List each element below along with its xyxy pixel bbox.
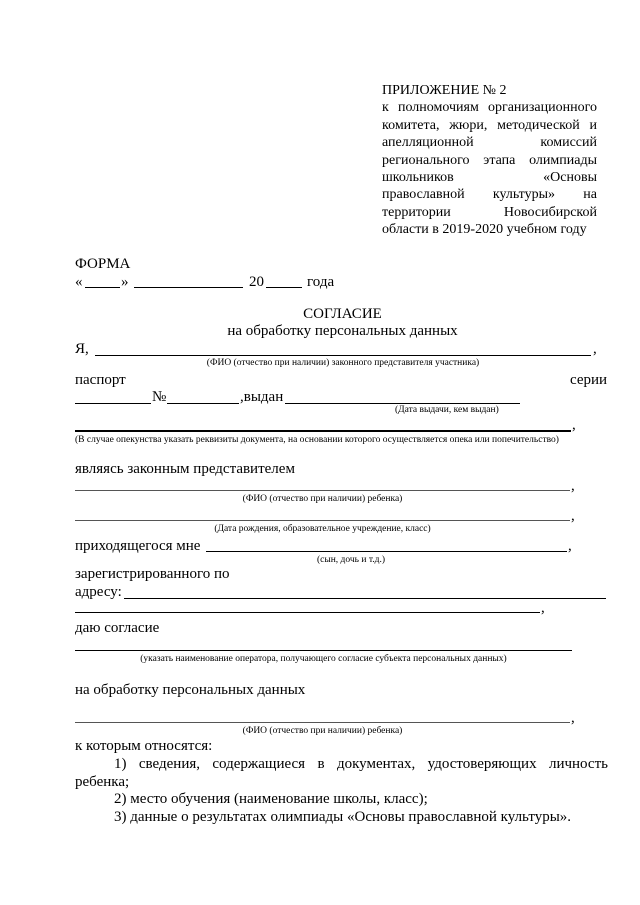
child-fio-field[interactable] xyxy=(75,490,570,491)
comma: , xyxy=(541,600,545,616)
comma: , xyxy=(571,508,575,524)
appendix-line: регионального этапа олимпиады xyxy=(382,152,597,168)
form-label: ФОРМА xyxy=(75,256,131,272)
processing-label: на обработку персональных данных xyxy=(75,682,306,698)
doc-subtitle: на обработку персональных данных xyxy=(227,323,458,339)
appendix-line: православной культуры» на xyxy=(382,187,597,203)
comma: , xyxy=(593,341,597,357)
series-label: серии xyxy=(570,372,608,388)
child-birth-hint: (Дата рождения, образовательное учреждение, класс) xyxy=(214,524,431,534)
i-label: Я, xyxy=(75,341,89,357)
year-suffix: года xyxy=(307,274,335,290)
operator-hint: (указать наименование оператора, получающего согласие субъекта персональных данных) xyxy=(140,654,507,664)
appendix-title: ПРИЛОЖЕНИЕ № 2 xyxy=(382,83,507,98)
list-item-continued: ребенка; xyxy=(75,774,130,790)
issued-hint: (Дата выдачи, кем выдан) xyxy=(395,405,499,415)
relation-label: приходящегося мне xyxy=(75,538,201,554)
comma: , xyxy=(568,538,572,554)
appendix-line: комитета, жюри, методической и xyxy=(382,117,597,133)
series-field[interactable] xyxy=(75,403,151,404)
child-fio-hint: (ФИО (отчество при наличии) ребенка) xyxy=(242,494,403,504)
number-label: № xyxy=(152,389,167,405)
year-field[interactable] xyxy=(266,287,302,288)
child-birth-school-field[interactable] xyxy=(75,520,570,521)
issued-field[interactable] xyxy=(285,403,520,404)
parent-fio-field[interactable] xyxy=(95,355,591,356)
address-field-continued[interactable] xyxy=(75,612,540,613)
list-item: 3) данные о результатах олимпиады «Основы православной культуры». xyxy=(114,809,572,825)
guardian-document-field[interactable] xyxy=(75,430,571,432)
legal-rep-label: являясь законным представителем xyxy=(75,461,295,477)
operator-field[interactable] xyxy=(75,650,572,651)
list-item: 1) сведения, содержащиеся в документах, удостоверяющих личность xyxy=(114,756,608,772)
parent-fio-hint: (ФИО (отчество при наличии) законного представителя участника) xyxy=(206,358,480,368)
day-field[interactable] xyxy=(85,287,120,288)
appendix-block xyxy=(382,82,597,239)
appendix-line: к полномочиям организационного xyxy=(382,100,597,116)
address-field[interactable] xyxy=(124,598,606,599)
month-field[interactable] xyxy=(134,287,243,288)
passport-label: паспорт xyxy=(75,372,126,388)
comma: , xyxy=(571,710,575,726)
issued-label: ,выдан xyxy=(240,389,284,405)
appendix-line: апелляционной комиссий xyxy=(382,135,597,151)
appendix-line: территории Новосибирской xyxy=(382,204,597,220)
quote-close: » xyxy=(121,274,129,290)
registered-label: зарегистрированного по xyxy=(75,566,230,582)
comma: , xyxy=(572,417,576,433)
quote-open: « xyxy=(75,274,83,290)
list-item: 2) место обучения (наименование школы, класс); xyxy=(114,791,428,807)
child-fio-field-2[interactable] xyxy=(75,722,570,723)
appendix-line: области в 2019-2020 учебном году xyxy=(382,222,587,238)
appendix-line: школьников «Основы xyxy=(382,170,597,186)
doc-title: СОГЛАСИЕ xyxy=(303,306,382,322)
guardian-hint: (В случае опекунства указать реквизиты документа, на основании которого осуществляется опека или попечительство) xyxy=(75,435,559,445)
relation-hint: (сын, дочь и т.д.) xyxy=(316,555,386,565)
number-field[interactable] xyxy=(167,403,239,404)
year-prefix: 20 xyxy=(249,274,264,290)
relation-field[interactable] xyxy=(206,551,567,552)
comma: , xyxy=(571,478,575,494)
relates-label: к которым относятся: xyxy=(75,738,213,754)
child-fio-hint-2: (ФИО (отчество при наличии) ребенка) xyxy=(242,726,403,736)
consent-label: даю согласие xyxy=(75,620,160,636)
address-label: адресу: xyxy=(75,584,122,600)
